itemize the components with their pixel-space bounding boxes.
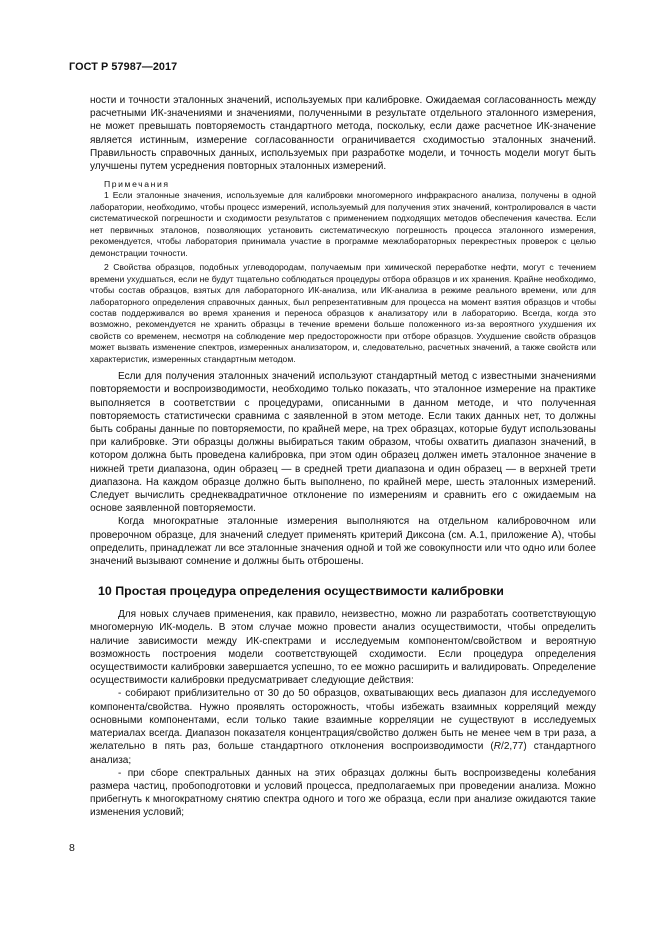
paragraph-continuation: ности и точности эталонных значений, используемых при калибровке. Ожидаемая согласованность между расчетными ИК-значениями и значениями, полученными в результате отдельного эталонного измерения, не может превышать повторяемость стандартного метода, поскольку, если даже расчетное ИК-значение является истинным, измерение согласованности ограничивается сходимостью эталонных значений. Правильность справочных данных, используемых при разработке модели, и точность модели могут быть улучшены путем усреднения повторных эталонных измерений. bbox=[90, 95, 596, 173]
notes-title: Примечания bbox=[104, 179, 170, 190]
document-body bbox=[90, 94, 596, 820]
page-number: 8 bbox=[69, 842, 75, 854]
list-item-text-b: /2,77) стандартного анализа; bbox=[90, 741, 597, 766]
paragraph-dixon-criterion: Когда многократные эталонные измерения выполняются на отдельном калибровочном или проверочном образце, для значений следует применять критерий Диксона (см. А.1, приложение А), чтобы определить, принадлежат ли все эталонные значения одной и той же совокупности или что одно или более значений вызывают сомнение и должны быть отброшены. bbox=[90, 516, 596, 568]
paragraph-reference-method: Если для получения эталонных значений используют стандартный метод с известными значениями повторяемости и воспроизводимости, необходимо только показать, что эталонное измерение на практике выполняется в соответствии с процедурами, описанными в данном методе, и что полученная повторяемость статистически сравнима с заявленной в этом методе. Если таких данных нет, то должны быть собраны данные по повторяемости, по крайней мере, на трех образцах, которые будут использованы при калибровке. Эти образцы должны выбираться таким образом, чтобы охватить диапазон значений, в котором должна быть проведена калибровка, при этом один образец должен иметь эталонное значение в нижней трети диапазона, один образец — в средней трети диапазона и один образец — в верхней трети диапазона. На каждом образце должно быть выполнено, по крайней мере, шесть эталонных измерений. Следует вычислить среднеквадратичное отклонение по измерениям и сравнить его с ожидаемым на основе заявленной повторяемости. bbox=[90, 371, 596, 515]
list-item-spectral-data: - при сборе спектральных данных на этих образцах должны быть воспроизведены колебания размера частиц, пробоподготовки и условий процесса, предполагаемых при проведении анализа. Можно прибегнуть к многократному снятию спектра одного и того же образца, если при анализе ожидаются такие изменения условий; bbox=[90, 767, 596, 819]
note-1: 1 Если эталонные значения, используемые для калибровки многомерного инфракрасного анализа, получены в одной лаборатории, необходимо, чтобы процесс измерений, используемый для получения этих значений, контролировался в части систематической погрешности и сходимости результатов с применением подходящих методов обеспечения качества. Если нет первичных эталонов, позволяющих установить систематическую погрешность процесса эталонного измерения, рекомендуется, чтобы лаборатория принимала участие в программе межлабораторных перекрестных проверок с целью демонстрации точности. bbox=[90, 190, 596, 258]
reproducibility-symbol: R bbox=[493, 741, 502, 753]
paragraph-feasibility-intro: Для новых случаев применения, как правило, неизвестно, можно ли разработать соответствующую многомерную ИК-модель. В этом случае можно провести анализ осуществимости, чтобы определить наличие зависимости между ИК-спектрами и исследуемым компонентом/свойством и вероятную возможность построения модели соответствующей сходимости. Если процедура определения осуществимости калибровки завершается успешно, то ее можно расширить и валидировать. Определение осуществимости калибровки предусматривает следующие действия: bbox=[90, 609, 596, 687]
section-title: 10 Простая процедура определения осуществимости калибровки bbox=[98, 584, 504, 599]
list-item-collect-samples bbox=[90, 687, 596, 766]
note-2: 2 Свойства образцов, подобных углеводородам, получаемым при химической переработке нефти, могут с течением времени ухудшаться, если не будут тщательно соблюдаться процедуры отбора образцов и их хранения. Крайне необходимо, чтобы состав образцов, взятых для лабораторного ИК-анализа, или ИК-анализа в режиме реального времени, или для лабораторного определения справочных данных, был репрезентативным для процесса на момент взятия образцов и чтобы состав поддерживался во время хранения и переноса образцов к анализатору или в лабораторию. Всегда, когда это возможно, рекомендуется не хранить образцы в течение времени больше положенного из-за вероятного ухудшения их свойств со временем, несмотря на соблюдение мер предосторожности при отборе образцов. Ухудшение свойств образцов может вызвать изменение спектров, измеренных анализатором, и, следовательно, расчетных значений, а также свойств или характеристик, измеренных стандартным методом. bbox=[90, 262, 596, 364]
list-item-text-a: - собирают приблизительно от 30 до 50 образцов, охватывающих весь диапазон для исследуемого компонента/свойства. Нужно проявлять осторожность, чтобы избежать взаимных корреляций между основными компонентами, если только такие взаимные корреляции не существуют в исследуемых материалах всегда. Диапазон показателя концентрация/свойство должен быть не менее чем в три раза, а желательно в пять раз, больше стандартного отклонения воспроизводимости ( bbox=[90, 688, 596, 753]
document-header: ГОСТ Р 57987—2017 bbox=[69, 61, 178, 73]
